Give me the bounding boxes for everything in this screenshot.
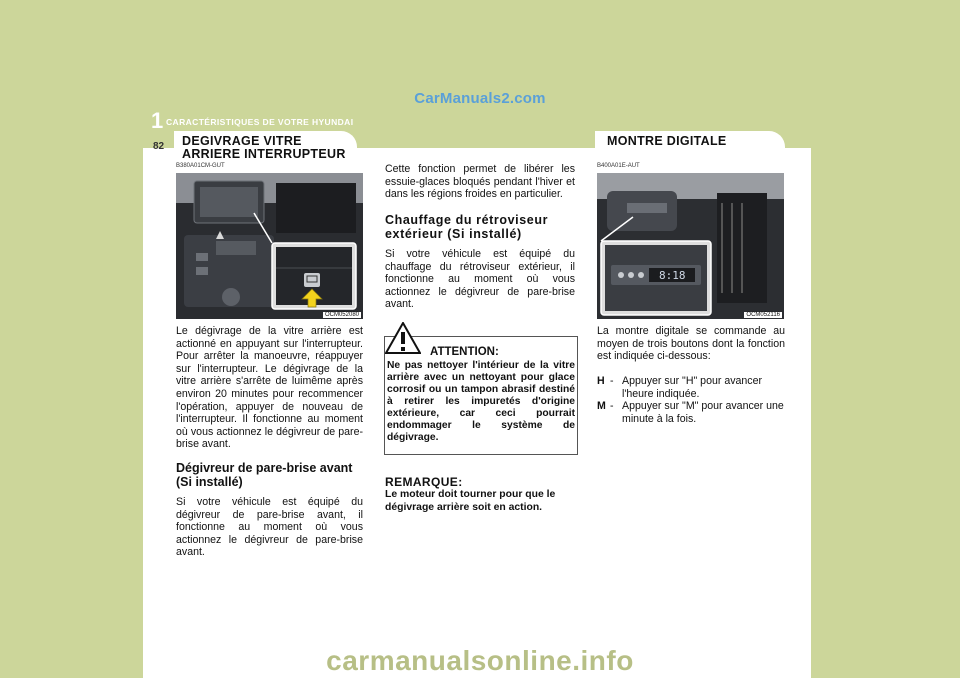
left-margin-band bbox=[0, 148, 143, 678]
paragraph-digital-clock: La montre digitale se commande au moyen de trois boutons dont la fonction est indiquée ci-dessous: bbox=[597, 325, 785, 363]
list-key-hour: H bbox=[597, 375, 605, 387]
warning-triangle-icon bbox=[385, 322, 421, 354]
chapter-number: 1 bbox=[151, 108, 164, 133]
attention-text: Ne pas nettoyer l'intérieur de la vitre arrière avec un nettoyant pour glace corrosif ou un tampon abrasif destiné à retirer les impuretés d'origine extérieure, car ceci pourrait endommager le système de dégivrage. bbox=[387, 360, 575, 443]
watermark-footer bbox=[0, 645, 960, 677]
reference-code-right: B400A01E-AUT bbox=[597, 163, 640, 169]
watermark-link-top[interactable]: CarManuals2.com bbox=[414, 90, 546, 107]
subheading-front-defroster-line1: Dégivreur de pare-brise avant bbox=[176, 461, 353, 475]
list-dash: - bbox=[610, 400, 614, 412]
section-heading-rear-defrost bbox=[182, 135, 346, 161]
paragraph-mirror-heater: Si votre véhicule est équipé du chauffage du rétroviseur extérieur, il fonctionne au moment où vous actionnez le dégivreur de pare-brise avant. bbox=[385, 248, 575, 311]
subheading-front-defroster bbox=[176, 461, 366, 489]
dashboard-photo-right bbox=[597, 173, 784, 319]
chapter-title: CARACTÉRISTIQUES DE VOTRE HYUNDAI bbox=[166, 117, 354, 127]
photo-caption-left: OCM052080 bbox=[324, 312, 359, 318]
paragraph-front-defroster: Si votre véhicule est équipé du dégivreur de pare-brise avant, il fonctionne au moment où vous actionnez le dégivreur de pare-brise avant. bbox=[176, 496, 363, 559]
section-tab-digital-clock bbox=[595, 131, 785, 153]
reference-code-left: B380A01CM-GUT bbox=[176, 163, 225, 169]
subheading-front-defroster-line2: (Si installé) bbox=[176, 475, 243, 489]
watermark-link-bottom[interactable]: carmanualsonline.info bbox=[326, 645, 634, 676]
list-text-minute: Appuyer sur "M" pour avancer une minute à la fois. bbox=[622, 400, 784, 425]
header-band bbox=[0, 0, 960, 148]
section-heading-line1: DEGIVRAGE VITRE bbox=[182, 134, 302, 148]
attention-title: ATTENTION: bbox=[430, 346, 499, 358]
page-number: 82 bbox=[153, 141, 165, 152]
subheading-mirror-heater bbox=[385, 213, 577, 241]
svg-text:8:18: 8:18 bbox=[659, 269, 686, 282]
right-margin-band bbox=[811, 148, 960, 678]
dashboard-photo-left bbox=[176, 173, 363, 319]
subheading-mirror-heater-line2: extérieur (Si installé) bbox=[385, 227, 522, 241]
subheading-mirror-heater-line1: Chauffage du rétroviseur bbox=[385, 213, 549, 227]
section-heading-line2: ARRIERE INTERRUPTEUR bbox=[182, 147, 346, 161]
list-key-minute: M bbox=[597, 400, 606, 412]
dashboard-illustration bbox=[176, 173, 363, 319]
remark-title: REMARQUE: bbox=[385, 475, 463, 489]
paragraph-wiper-function: Cette fonction permet de libérer les essuie-glaces bloqués pendant l'hiver et dans les régions froides en particulier. bbox=[385, 163, 575, 201]
section-tab-rear-defrost bbox=[174, 131, 357, 165]
list-dash: - bbox=[610, 375, 614, 387]
photo-caption-right: OCM052116 bbox=[746, 312, 780, 318]
section-heading-digital-clock: MONTRE DIGITALE bbox=[607, 134, 727, 148]
list-text-hour: Appuyer sur "H" pour avancer l'heure indiquée. bbox=[622, 375, 763, 400]
clock-illustration bbox=[597, 173, 784, 319]
remark-text: Le moteur doit tourner pour que le dégivrage arrière soit en action. bbox=[385, 489, 556, 513]
paragraph-rear-defrost: Le dégivrage de la vitre arrière est actionné en appuyant sur l'interrupteur. Pour arrêter la manoeuvre, réappuyer sur l'interrupteur. Le dégivrage de la vitre arrière s'arrête de luimême après environ 20 minutes pour recommencer l'opération, appuyer de nouveau de l'interrupteur. Il fonctionne au moment où vous actionnez le dégivreur de pare-brise avant. bbox=[176, 325, 363, 451]
